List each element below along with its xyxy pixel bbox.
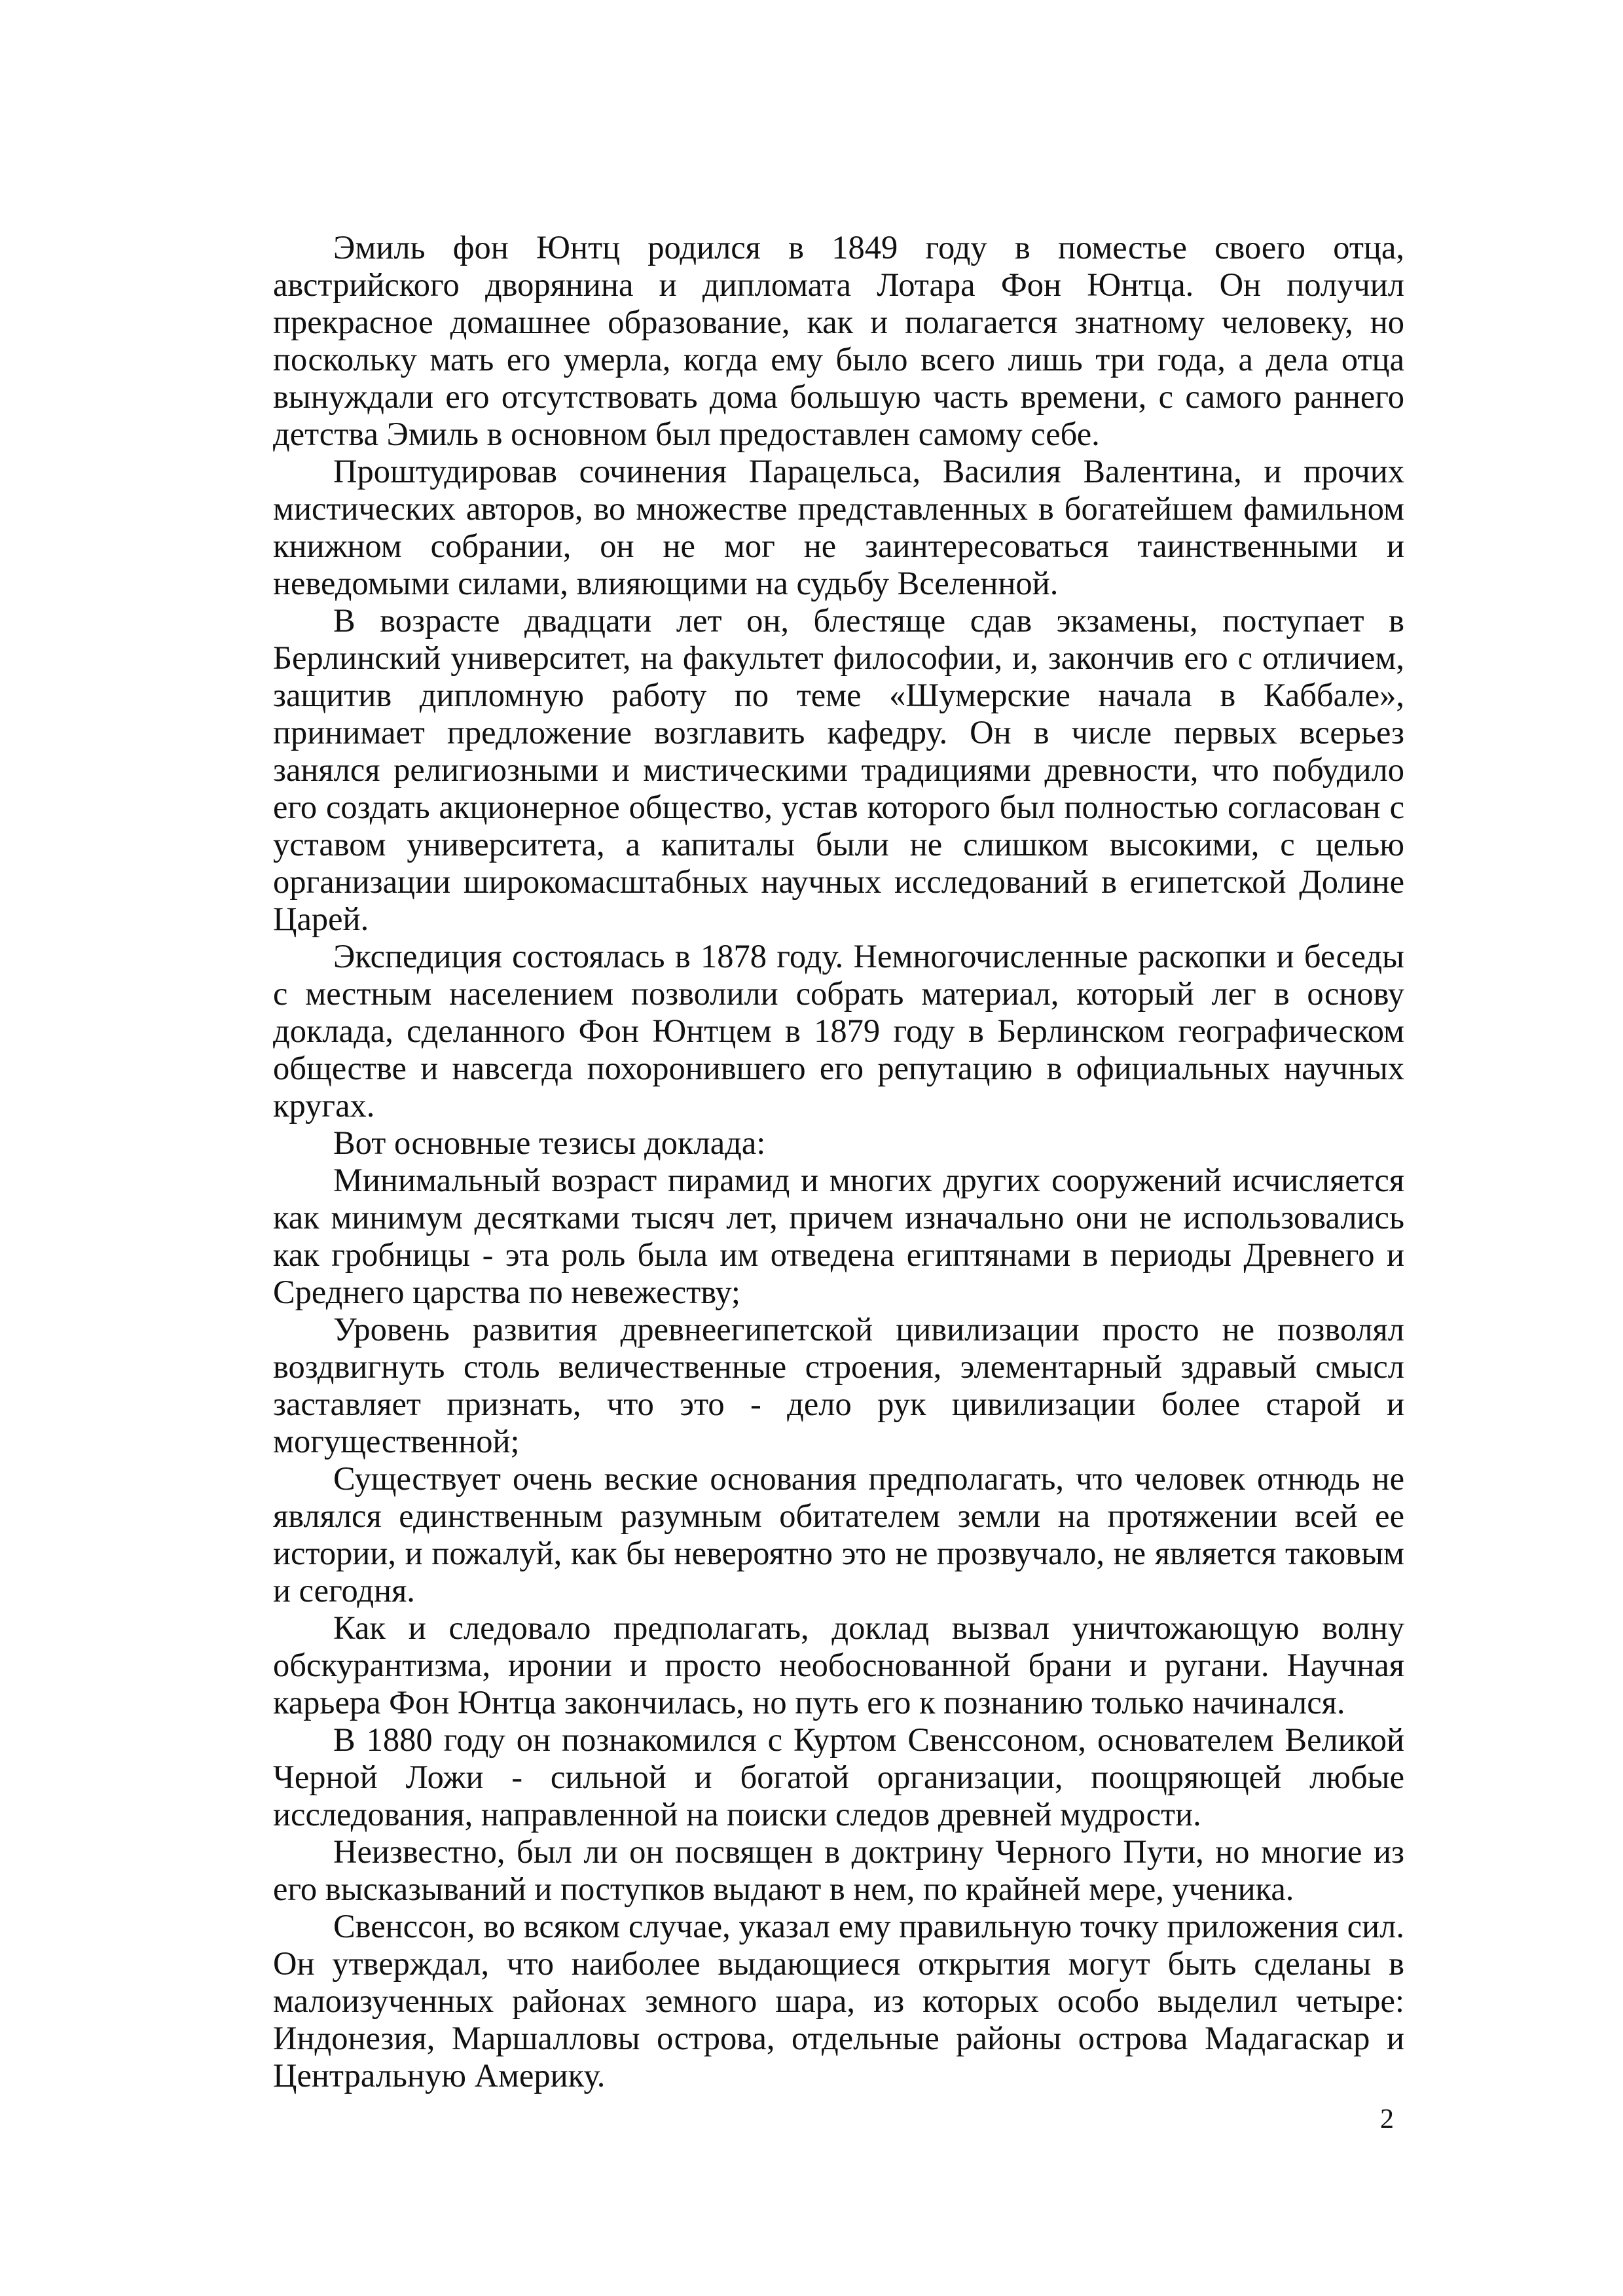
paragraph-svensson: В 1880 году он познакомился с Куртом Свенссоном, основателем Великой Черной Ложи - сильной и богатой организации, поощряющей любые исследования, направленной на поиски следов древней мудрости.	[273, 1721, 1404, 1833]
paragraph-studies: Проштудировав сочинения Парацельса, Василия Валентина, и прочих мистических авторов, во множестве представленных в богатейшем фамильном книжном собрании, он не мог не заинтересоваться таинственными и неведомыми силами, влияющими на судьбу Вселенной.	[273, 453, 1404, 601]
paragraph-thesis-2: Уровень развития древнеегипетской цивилизации просто не позволял воздвигнуть столь величественные строения, элементарный здравый смысл заставляет признать, что это - дело рук цивилизации более старой и могущественной;	[273, 1311, 1404, 1460]
paragraph-expedition: Экспедиция состоялась в 1878 году. Немногочисленные раскопки и беседы с местным населением позволили собрать материал, который лег в основу доклада, сделанного Фон Юнтцем в 1879 году в Берлинском географическом обществе и навсегда похоронившего его репутацию в официальных научных кругах.	[273, 938, 1404, 1124]
document-body	[273, 229, 1404, 2094]
paragraph-black-path: Неизвестно, был ли он посвящен в доктрину Черного Пути, но многие из его высказываний и поступков выдают в нем, по крайней мере, ученика.	[273, 1833, 1404, 1907]
paragraph-theses-intro: Вот основные тезисы доклада:	[333, 1124, 766, 1161]
paragraph-birth: Эмиль фон Юнтц родился в 1849 году в поместье своего отца, австрийского дворянина и дипломата Лотара Фон Юнтца. Он получил прекрасное домашнее образование, как и полагается знатному человеку, но поскольку мать его умерла, когда ему было всего лишь три года, а дела отца вынуждали его отсутствовать дома большую часть времени, с самого раннего детства Эмиль в основном был предоставлен самому себе.	[273, 229, 1404, 452]
paragraph-thesis-1: Минимальный возраст пирамид и многих других сооружений исчисляется как минимум десятками тысяч лет, причем изначально они не использовались как гробницы - эта роль была им отведена египтянами в периоды Древнего и Среднего царства по невежеству;	[273, 1162, 1404, 1310]
paragraph-thesis-3: Существует очень веские основания предполагать, что человек отнюдь не являлся единственным разумным обитателем земли на протяжении всей ее истории, и пожалуй, как бы невероятно это не прозвучало, не является таковым и сегодня.	[273, 1460, 1404, 1609]
page-number: 2	[1380, 2104, 1394, 2134]
paragraph-regions: Свенссон, во всяком случае, указал ему правильную точку приложения сил. Он утверждал, что наиболее выдающиеся открытия могут быть сделаны в малоизученных районах земного шара, из которых особо выделил четыре: Индонезия, Маршалловы острова, отдельные районы острова Мадагаскар и Центральную Америку.	[273, 1908, 1404, 2094]
paragraph-reaction: Как и следовало предполагать, доклад вызвал уничтожающую волну обскурантизма, иронии и просто необоснованной брани и ругани. Научная карьера Фон Юнтца закончилась, но путь его к познанию только начинался.	[273, 1609, 1404, 1721]
paragraph-university: В возрасте двадцати лет он, блестяще сдав экзамены, поступает в Берлинский университет, на факультет философии, и, закончив его с отличием, защитив дипломную работу по теме «Шумерские начала в Каббале», принимает предложение возглавить кафедру. Он в числе первых всерьез занялся религиозными и мистическими традициями древности, что побудило его создать акционерное общество, устав которого был полностью согласован с уставом университета, а капиталы были не слишком высокими, с целью организации широкомасштабных научных исследований в египетской Долине Царей.	[273, 602, 1404, 937]
